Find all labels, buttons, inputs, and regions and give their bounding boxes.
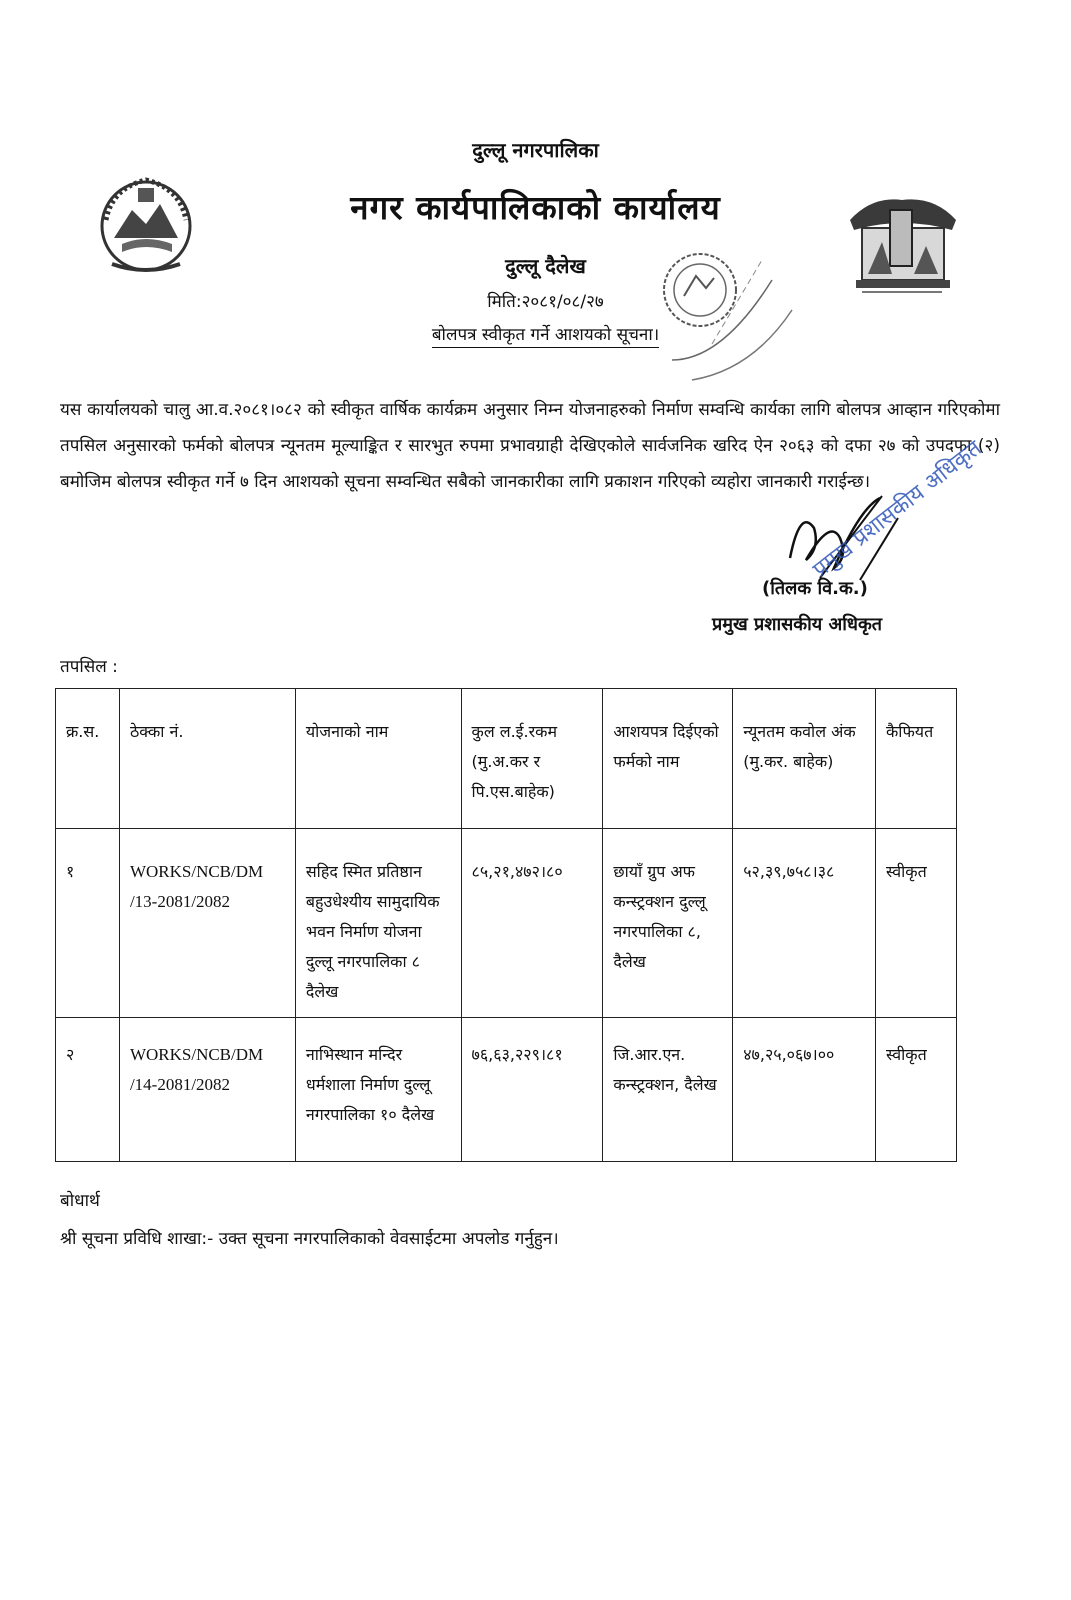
serial-cell: २	[56, 1018, 120, 1162]
signatory-name: (तिलक वि.क.)	[762, 578, 868, 599]
header-firm-name: आशयपत्र दिईएको फर्मको नाम	[603, 689, 733, 829]
table-header-row	[56, 689, 957, 829]
project-name-cell: सहिद स्मित प्रतिष्ठान बहुउधेश्यीय सामुदायिक भवन निर्माण योजना दुल्लू नगरपालिका ८ दैलेख	[295, 829, 461, 1018]
notice-subject-text: बोलपत्र स्वीकृत गर्ने आशयको सूचना।	[432, 325, 659, 348]
estimate-cell: ८५,२१,४७२।८०	[461, 829, 603, 1018]
header-project-name: योजनाको नाम	[295, 689, 461, 829]
notice-paragraph: यस कार्यालयको चालु आ.व.२०८१।०८२ को स्वीकृत वार्षिक कार्यक्रम अनुसार निम्न योजनाहरुको निर्माण सम्वन्धि कार्यका लागि बोलपत्र आव्हान गरिएकोमा तपसिल अनुसारको फर्मको बोलपत्र न्यूनतम मूल्याङ्कित र सारभुत रुपमा प्रभावग्राही देखिएकोले सार्वजनिक खरिद ऐन २०६३ को दफा २७ को उपदफा (२) बमोजिम बोलपत्र स्वीकृत गर्ने ७ दिन आशयको सूचना सम्वन्धित सबैको जानकारीका लागि प्रकाशन गरिएको व्यहोरा जानकारी गराईन्छ।	[60, 400, 1000, 492]
serial-cell: १	[56, 829, 120, 1018]
bid-amount-cell: ५२,३९,७५८।३८	[733, 829, 876, 1018]
header-contract-no: ठेक्का नं.	[119, 689, 295, 829]
notice-date: मिति:२०८१/०८/२७	[487, 292, 604, 312]
remarks-cell: स्वीकृत	[876, 1018, 957, 1162]
office-title: नगर कार्यपालिकाको कार्यालय	[350, 188, 721, 227]
contract-no-cell: WORKS/NCB/DM /13-2081/2082	[119, 829, 295, 1018]
header-estimate: कुल ल.ई.रकम (मु.अ.कर र पि.एस.बाहेक)	[461, 689, 603, 829]
bid-amount-cell: ४७,२५,०६७।००	[733, 1018, 876, 1162]
contract-no-cell: WORKS/NCB/DM /14-2081/2082	[119, 1018, 295, 1162]
cc-text: श्री सूचना प्रविधि शाखा:- उक्त सूचना नगरपालिकाको वेवसाईटमा अपलोड गर्नुहुन।	[60, 1229, 559, 1249]
firm-name-cell: जि.आर.एन. कन्स्ट्रक्शन, दैलेख	[603, 1018, 733, 1162]
office-location: दुल्लू दैलेख	[505, 254, 586, 278]
header-bid-amount: न्यूनतम कवोल अंक (मु.कर. बाहेक)	[733, 689, 876, 829]
municipality-name: दुल्लू नगरपालिका	[472, 138, 599, 162]
remarks-cell: स्वीकृत	[876, 829, 957, 1018]
table-row	[56, 829, 957, 1018]
firm-name-cell: छायाँ ग्रुप अफ कन्स्ट्रक्शन दुल्लू नगरपालिका ८, दैलेख	[603, 829, 733, 1018]
schedule-label: तपसिल :	[60, 657, 118, 677]
notice-subject	[10, 322, 1071, 345]
header-remarks: कैफियत	[876, 689, 957, 829]
schedule-table	[55, 688, 957, 1162]
designation-stamp: प्रमुख प्रशासकीय अधिकृत	[808, 435, 987, 583]
header-serial: क्र.स.	[56, 689, 120, 829]
table-row	[56, 1018, 957, 1162]
estimate-cell: ७६,६३,२२९।८१	[461, 1018, 603, 1162]
project-name-cell: नाभिस्थान मन्दिर धर्मशाला निर्माण दुल्लू नगरपालिका १० दैलेख	[295, 1018, 461, 1162]
signatory-title: प्रमुख प्रशासकीय अधिकृत	[712, 614, 883, 635]
cc-label: बोधार्थ	[60, 1191, 100, 1211]
